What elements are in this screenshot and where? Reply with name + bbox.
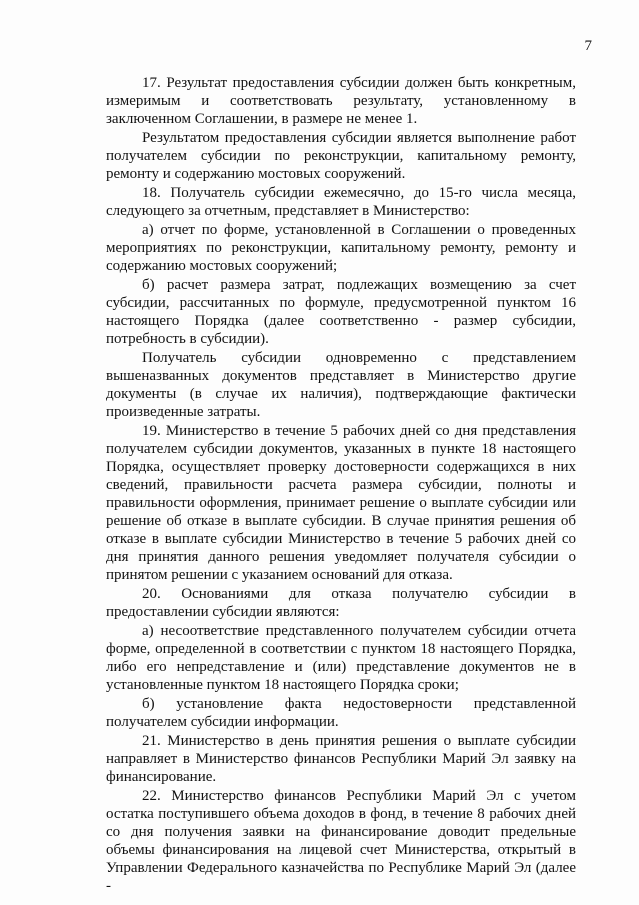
paragraph-20-b: б) установление факта недостоверности представленной получателем субсидии информации. <box>106 696 576 730</box>
paragraph-17-result: Результатом предоставления субсидии является выполнение работ получателем субсидии по реконструкции, капитальному ремонту, ремонту и содержанию мостовых сооружений. <box>106 130 576 182</box>
paragraph-20-a: а) несоответствие представленного получателем субсидии отчета форме, определенной в соответствии с пунктом 18 настоящего Порядка, либо его непредставление и (или) представление документов не в установленные пунктом 18 настоящего Порядка сроки; <box>106 623 576 693</box>
paragraph-18-b: б) расчет размера затрат, подлежащих возмещению за счет субсидии, рассчитанных по формуле, предусмотренной пунктом 16 настоящего Порядка (далее соответственно - размер субсидии, потребность в субсидии). <box>106 277 576 347</box>
paragraph-17: 17. Результат предоставления субсидии должен быть конкретным, измеримым и соответствовать результату, установленному в заключенном Соглашении, в размере не менее 1. <box>106 75 576 127</box>
paragraph-22: 22. Министерство финансов Республики Марий Эл с учетом остатка поступившего объема доходов в фонд, в течение 8 рабочих дней со дня получения заявки на финансирование доводит предельные объемы финансирования на лицевой счет Министерства, открытый в Управлении Федерального казначейства по Республике Марий Эл (далее - <box>106 788 576 894</box>
paragraph-19: 19. Министерство в течение 5 рабочих дней со дня представления получателем субсидии документов, указанных в пункте 18 настоящего Порядка, осуществляет проверку достоверности содержащихся в них сведений, правильности расчета размера субсидии, полноты и правильности оформления, принимает решение о выплате субсидии или решение об отказе в выплате субсидии. В случае принятия решения об отказе в выплате субсидии Министерство в течение 5 рабочих дней со дня принятия данного решения уведомляет получателя субсидии о принятом решении с указанием оснований для отказа. <box>106 423 576 583</box>
page-number: 7 <box>584 38 592 54</box>
paragraph-21: 21. Министерство в день принятия решения о выплате субсидии направляет в Министерство финансов Республики Марий Эл заявку на финансирование. <box>106 733 576 785</box>
paragraph-20: 20. Основаниями для отказа получателю субсидии в предоставлении субсидии являются: <box>106 586 576 620</box>
paragraph-18: 18. Получатель субсидии ежемесячно, до 15-го числа месяца, следующего за отчетным, представляет в Министерство: <box>106 185 576 219</box>
document-body <box>106 74 576 896</box>
paragraph-18-a: а) отчет по форме, установленной в Соглашении о проведенных мероприятиях по реконструкции, капитальному ремонту, ремонту и содержанию мостовых сооружений; <box>106 222 576 274</box>
paragraph-18-recipient: Получатель субсидии одновременно с представлением вышеназванных документов представляет в Министерство другие документы (в случае их наличия), подтверждающие фактически произведенные затраты. <box>106 350 576 420</box>
